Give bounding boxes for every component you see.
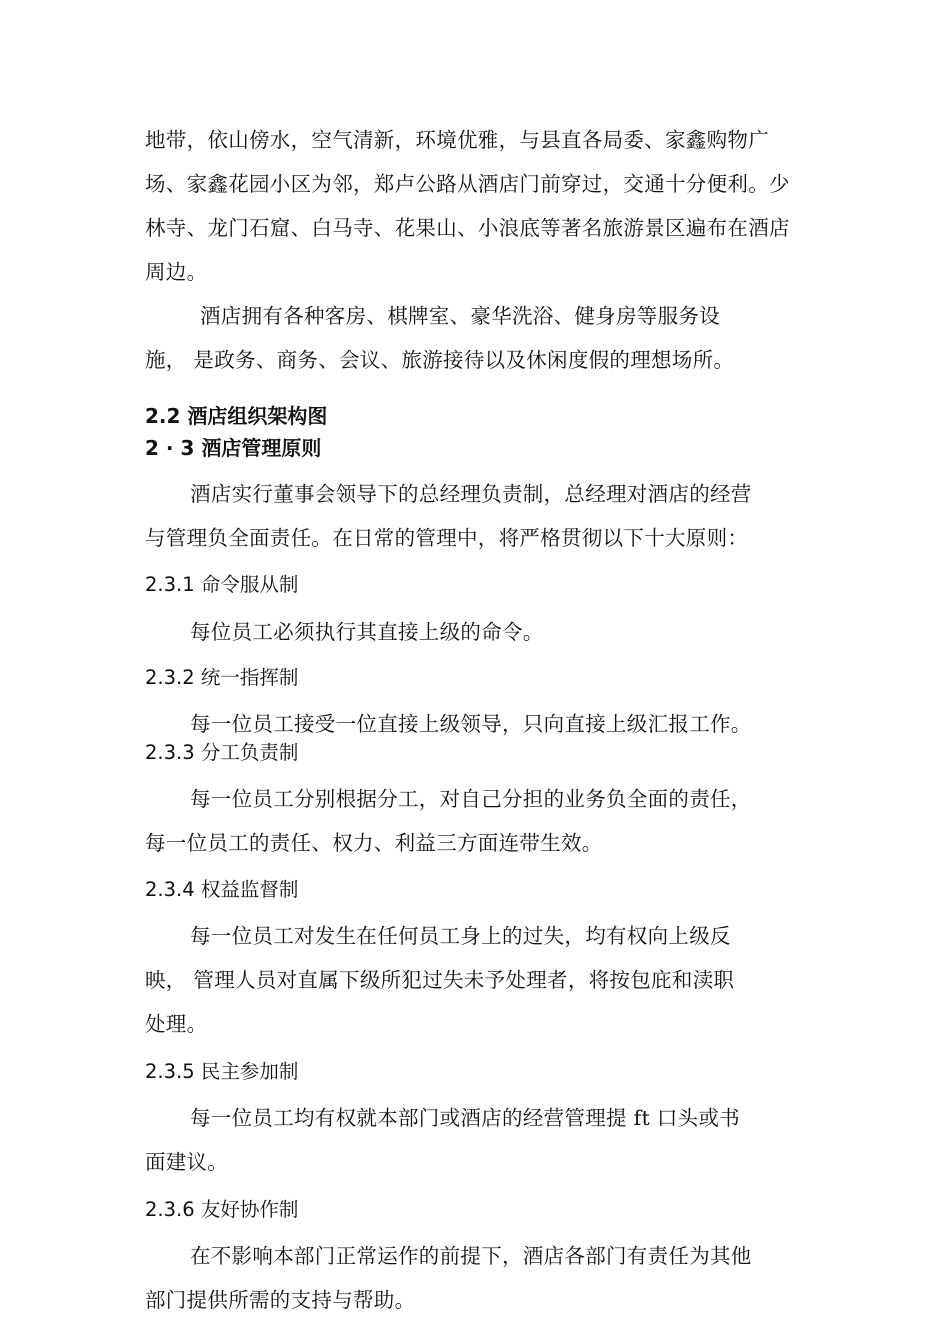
principle-3-title: 2.3.3 分工负责制 xyxy=(145,741,299,764)
principle-4-line-1: 每一位员工对发生在任何员工身上的过失，均有权向上级反 xyxy=(190,924,731,948)
intro-line-1: 地带，依山傍水，空气清新，环境优雅，与县直各局委、家鑫购物广 xyxy=(145,128,769,152)
principle-4-title: 2.3.4 权益监督制 xyxy=(145,878,299,901)
section-2-3-line-1: 酒店实行董事会领导下的总经理负责制，总经理对酒店的经营 xyxy=(190,482,752,506)
principle-4-line-3: 处理。 xyxy=(145,1012,208,1036)
principle-1-title: 2.3.1 命令服从制 xyxy=(145,573,299,596)
principle-2-title: 2.3.2 统一指挥制 xyxy=(145,666,299,689)
principle-1-line-1: 每位员工必须执行其直接上级的命令。 xyxy=(190,620,544,644)
principle-3-line-1: 每一位员工分别根据分工，对自己分担的业务负全面的责任， xyxy=(190,787,752,811)
principle-6-line-2: 部门提供所需的支持与帮助。 xyxy=(145,1288,416,1312)
intro-line-4: 周边。 xyxy=(145,260,208,284)
section-2-2-title: 2.2 酒店组织架构图 xyxy=(145,404,328,428)
intro-line-3: 林寺、龙门石窟、白马寺、花果山、小浪底等著名旅游景区遍布在酒店 xyxy=(145,216,790,240)
principle-6-line-1: 在不影响本部门正常运作的前提下，酒店各部门有责任为其他 xyxy=(190,1244,752,1268)
intro-line-2: 场、家鑫花园小区为邻，郑卢公路从酒店门前穿过，交通十分便利。少 xyxy=(145,172,790,196)
principle-2-line-1: 每一位员工接受一位直接上级领导，只向直接上级汇报工作。 xyxy=(190,712,752,736)
section-2-3-title: 2 · 3 酒店管理原则 xyxy=(145,436,322,460)
principle-5-line-2: 面建议。 xyxy=(145,1150,229,1174)
principle-6-title: 2.3.6 友好协作制 xyxy=(145,1198,299,1221)
principle-4-line-2: 映， 管理人员对直属下级所犯过失未予处理者，将按包庇和渎职 xyxy=(145,968,735,992)
section-2-3-line-2: 与管理负全面责任。在日常的管理中，将严格贯彻以下十大原则： xyxy=(145,526,749,550)
principle-5-title: 2.3.5 民主参加制 xyxy=(145,1060,299,1083)
principle-3-line-2: 每一位员工的责任、权力、利益三方面连带生效。 xyxy=(145,831,603,855)
principle-5-line-1: 每一位员工均有权就本部门或酒店的经营管理提 ft 口头或书 xyxy=(190,1106,741,1130)
facilities-line-2: 施， 是政务、商务、会议、旅游接待以及休闲度假的理想场所。 xyxy=(145,348,735,372)
facilities-line-1: 酒店拥有各种客房、棋牌室、豪华洗浴、健身房等服务设 xyxy=(200,304,720,328)
